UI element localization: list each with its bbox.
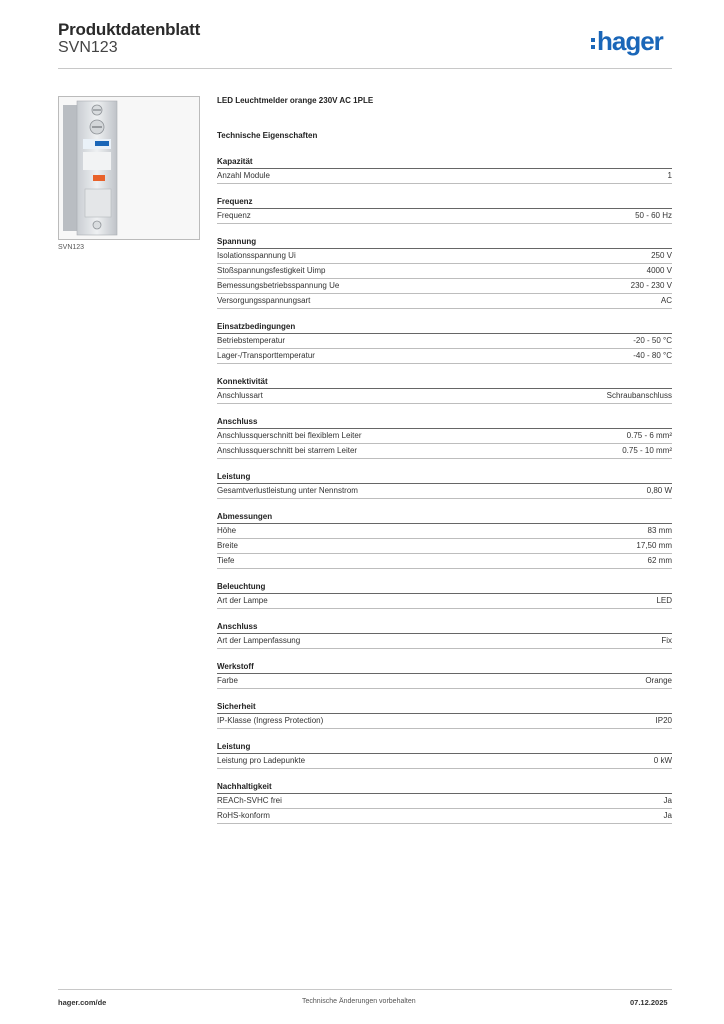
spec-label: Anschlussquerschnitt bei flexiblem Leiter — [217, 431, 362, 440]
spec-group-title: Beleuchtung — [217, 581, 672, 594]
spec-group — [217, 511, 672, 569]
spec-group-title: Nachhaltigkeit — [217, 781, 672, 794]
spec-value: 50 - 60 Hz — [635, 211, 672, 220]
spec-label: Tiefe — [217, 556, 235, 565]
spec-value: AC — [660, 296, 672, 305]
spec-group-title: Anschluss — [217, 416, 672, 429]
product-image — [58, 96, 200, 240]
spec-label: Betriebstemperatur — [217, 336, 286, 345]
spec-label: Gesamtverlustleistung unter Nennstrom — [217, 486, 358, 495]
spec-label: Farbe — [217, 676, 238, 685]
spec-label: Versorgungsspannungsart — [217, 296, 311, 305]
spec-group — [217, 416, 672, 459]
spec-group — [217, 156, 672, 184]
spec-label: Leistung pro Ladepunkte — [217, 756, 306, 765]
spec-row — [217, 794, 672, 809]
spec-row — [217, 249, 672, 264]
footer-disclaimer: Technische Änderungen vorbehalten — [302, 998, 416, 1005]
logo-text: hager — [597, 26, 663, 56]
spec-value: -20 - 50 °C — [633, 336, 672, 345]
spec-group — [217, 471, 672, 499]
spec-label: Art der Lampe — [217, 596, 268, 605]
spec-group — [217, 196, 672, 224]
spec-value: -40 - 80 °C — [633, 351, 672, 360]
spec-row — [217, 349, 672, 364]
spec-row — [217, 209, 672, 224]
spec-row — [217, 169, 672, 184]
spec-value: 230 - 230 V — [630, 281, 672, 290]
spec-row — [217, 539, 672, 554]
spec-row — [217, 674, 672, 689]
spec-row — [217, 389, 672, 404]
spec-group — [217, 701, 672, 729]
spec-value: 1 — [667, 171, 672, 180]
spec-row — [217, 334, 672, 349]
spec-row — [217, 754, 672, 769]
product-name: LED Leuchtmelder orange 230V AC 1PLE — [217, 96, 374, 105]
spec-value: 0.75 - 6 mm² — [626, 431, 672, 440]
image-caption: SVN123 — [58, 244, 85, 251]
spec-label: Höhe — [217, 526, 237, 535]
spec-row — [217, 264, 672, 279]
spec-group-title: Konnektivität — [217, 376, 672, 389]
spec-row — [217, 294, 672, 309]
spec-group — [217, 376, 672, 404]
spec-value: 17,50 mm — [636, 541, 672, 550]
page-title: Produktdatenblatt — [58, 20, 201, 39]
spec-group — [217, 741, 672, 769]
spec-label: Isolationsspannung Ui — [217, 251, 296, 260]
spec-value: Ja — [663, 811, 672, 820]
spec-label: Breite — [217, 541, 238, 550]
section-heading: Technische Eigenschaften — [217, 131, 318, 140]
spec-label: Anschlussart — [217, 391, 263, 400]
spec-value: IP20 — [655, 716, 672, 725]
spec-group-title: Leistung — [217, 741, 672, 754]
spec-group-title: Anschluss — [217, 621, 672, 634]
spec-group-title: Leistung — [217, 471, 672, 484]
spec-value: 250 V — [651, 251, 672, 260]
spec-row — [217, 524, 672, 539]
spec-group — [217, 621, 672, 649]
spec-group — [217, 661, 672, 689]
spec-table — [217, 156, 672, 836]
spec-group — [217, 321, 672, 364]
spec-row — [217, 554, 672, 569]
spec-group-title: Einsatzbedingungen — [217, 321, 672, 334]
hager-logo — [591, 26, 663, 56]
spec-row — [217, 429, 672, 444]
spec-label: Stoßspannungsfestigkeit Uimp — [217, 266, 326, 275]
spec-group — [217, 581, 672, 609]
spec-value: 83 mm — [647, 526, 672, 535]
spec-row — [217, 634, 672, 649]
product-code: SVN123 — [58, 39, 118, 56]
spec-row — [217, 714, 672, 729]
spec-label: IP-Klasse (Ingress Protection) — [217, 716, 324, 725]
spec-group-title: Sicherheit — [217, 701, 672, 714]
spec-value: LED — [656, 596, 672, 605]
spec-label: Anschlussquerschnitt bei starrem Leiter — [217, 446, 358, 455]
spec-row — [217, 594, 672, 609]
spec-row — [217, 279, 672, 294]
spec-value: 0,80 W — [646, 486, 672, 495]
footer-divider — [58, 989, 672, 990]
spec-value: 62 mm — [647, 556, 672, 565]
spec-row — [217, 484, 672, 499]
spec-group-title: Kapazität — [217, 156, 672, 169]
spec-group-title: Frequenz — [217, 196, 672, 209]
footer-date: 07.12.2025 — [630, 998, 668, 1007]
spec-value: 0 kW — [653, 756, 672, 765]
spec-value: Schraubanschluss — [606, 391, 672, 400]
spec-label: REACh-SVHC frei — [217, 796, 282, 805]
spec-value: Ja — [663, 796, 672, 805]
spec-label: Bemessungsbetriebsspannung Ue — [217, 281, 340, 290]
spec-group-title: Abmessungen — [217, 511, 672, 524]
spec-value: Fix — [661, 636, 672, 645]
product-device-icon — [59, 97, 199, 239]
spec-label: Anzahl Module — [217, 171, 270, 180]
spec-label: Frequenz — [217, 211, 251, 220]
spec-group-title: Werkstoff — [217, 661, 672, 674]
spec-label: Lager-/Transporttemperatur — [217, 351, 315, 360]
spec-label: RoHS-konform — [217, 811, 270, 820]
footer-website-link[interactable]: hager.com/de — [58, 998, 107, 1007]
spec-row — [217, 444, 672, 459]
spec-group — [217, 236, 672, 309]
spec-row — [217, 809, 672, 824]
header-divider — [58, 68, 672, 69]
spec-value: Orange — [645, 676, 672, 685]
spec-group-title: Spannung — [217, 236, 672, 249]
spec-label: Art der Lampenfassung — [217, 636, 301, 645]
spec-group — [217, 781, 672, 824]
logo-colon-icon — [591, 38, 595, 49]
spec-value: 0.75 - 10 mm² — [622, 446, 672, 455]
spec-value: 4000 V — [646, 266, 672, 275]
